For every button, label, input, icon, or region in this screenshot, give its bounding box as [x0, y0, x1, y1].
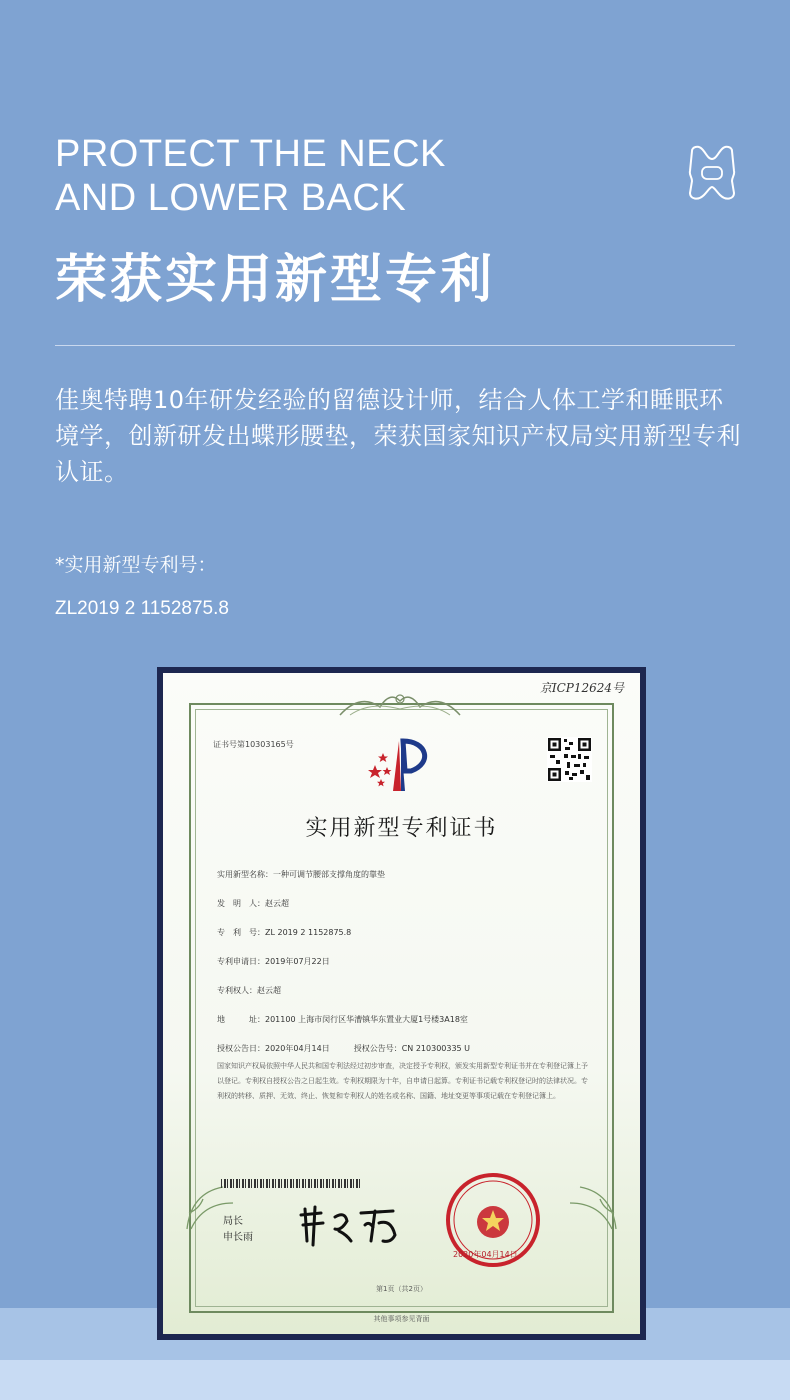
- patent-label: *实用新型专利号：: [55, 554, 217, 576]
- english-heading-line2: AND LOWER BACK: [55, 177, 407, 219]
- detail-line: 授权公告日：2020年04月14日 授权公告号：CN 210300335 U: [217, 1044, 471, 1053]
- certificate-frame: [157, 667, 646, 1340]
- qr-code-icon: [547, 737, 592, 782]
- detail-line: 专 利 号：ZL 2019 2 1152875.8: [217, 928, 352, 937]
- butterfly-pillow-logo-icon: [686, 145, 738, 201]
- handwritten-signature-icon: [295, 1201, 405, 1249]
- certificate-number: 证书号第10303165号: [213, 740, 294, 749]
- patent-number: ZL2019 2 1152875.8: [55, 598, 229, 619]
- corner-ornament-icon: [560, 1173, 620, 1233]
- page-number: 第1页（共2页）: [376, 1285, 427, 1293]
- seal-date: 2020年04月14日: [453, 1250, 518, 1259]
- top-ornament-icon: [330, 687, 470, 721]
- certificate-paragraph: 国家知识产权局依照中华人民共和国专利法经过初步审查，决定授予专利权，颁发实用新型专利证书并在专利登记簿上予以登记。专利权自授权公告之日起生效。专利权期限为十年，自申请日起算。专利证书记载专利权登记时的法律状况。专利权的转移、质押、无效、终止、恢复和专利权人的姓名或名称、国籍、地址变更等事项记载在专利登记簿上。: [217, 1062, 588, 1100]
- certificate-details: [217, 869, 597, 1072]
- description: 佳奥特聘10年研发经验的留德设计师，结合人体工学和睡眠环境学，创新研发出蝶形腰垫，荣获国家知识产权局实用新型专利认证。: [55, 386, 741, 486]
- barcode-icon: [221, 1179, 361, 1188]
- patent-emblem-icon: [361, 737, 441, 795]
- patent-certificate: [163, 673, 640, 1334]
- certificate-title: 实用新型专利证书: [305, 816, 498, 841]
- bottom-band-light: [0, 1360, 790, 1400]
- page-title: 荣获实用新型专利: [55, 250, 496, 310]
- detail-line: 地 址：201100 上海市闵行区华漕镇华东置业大厦1号楼3A18室: [217, 1015, 468, 1024]
- detail-line: 实用新型名称：一种可调节腰部支撑角度的靠垫: [217, 870, 385, 879]
- signature-title: 局长: [223, 1216, 243, 1227]
- divider: [55, 345, 735, 346]
- handwritten-note: 京ICP12624号: [539, 681, 624, 695]
- signature-labels: [223, 1214, 253, 1246]
- english-heading-line1: PROTECT THE NECK: [55, 133, 446, 175]
- english-heading: [55, 132, 446, 220]
- detail-line: 专利申请日：2019年07月22日: [217, 957, 330, 966]
- signature-name: 申长雨: [223, 1232, 253, 1243]
- detail-line: 专利权人：赵云超: [217, 986, 281, 995]
- detail-line: 发 明 人：赵云超: [217, 899, 289, 908]
- certificate-footer: 其他事项参见背面: [373, 1315, 430, 1323]
